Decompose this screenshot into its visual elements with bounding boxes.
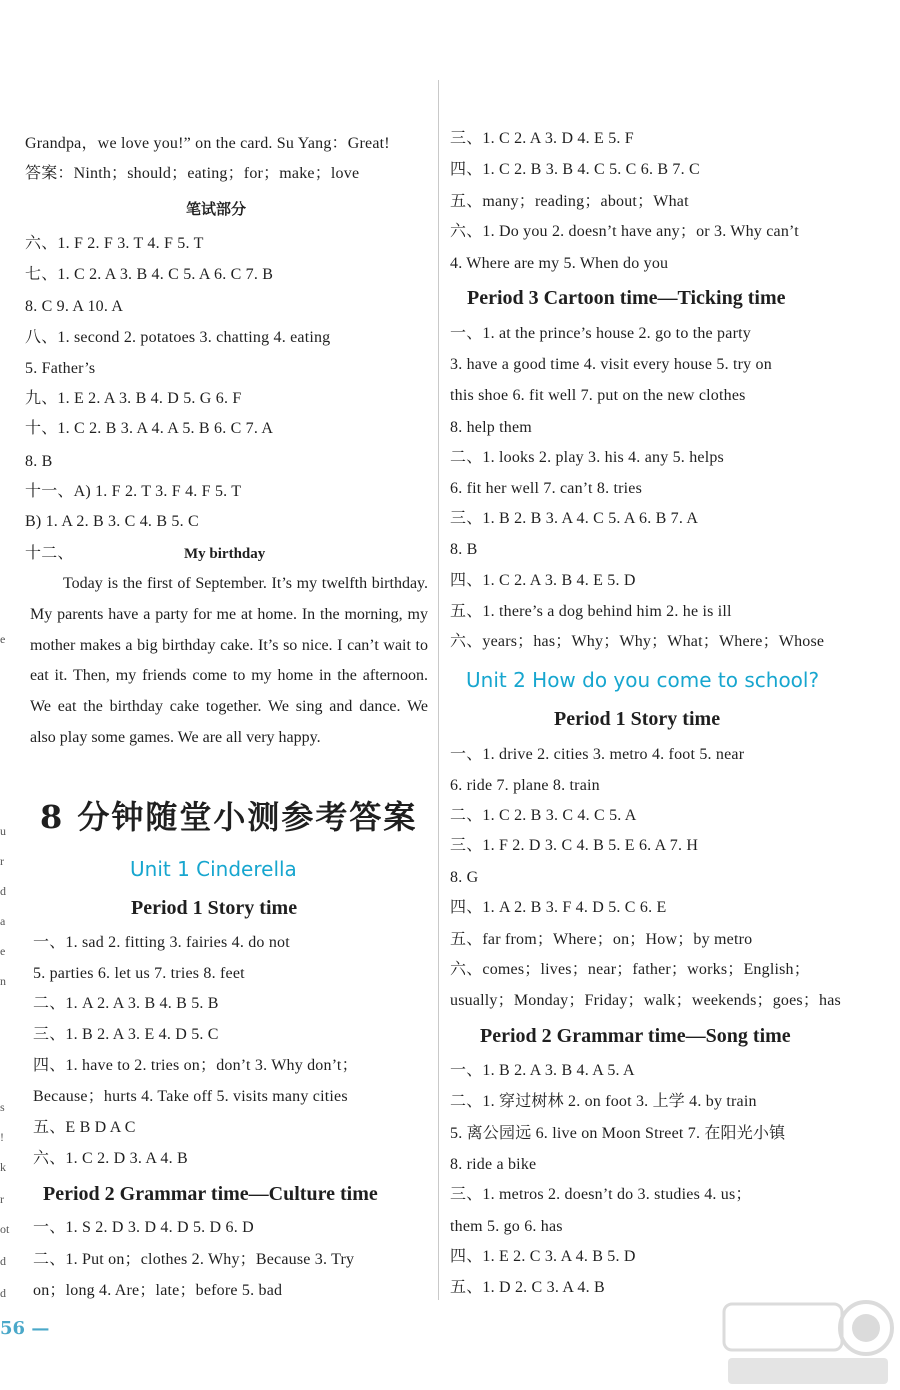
answer-line: 四、1. A 2. B 3. F 4. D 5. C 6. E: [450, 899, 667, 916]
period-title: Period 1 Story time: [131, 897, 298, 919]
answer-line: Because；hurts 4. Take off 5. visits many cities: [33, 1088, 348, 1105]
edge-letter: !: [0, 1130, 4, 1144]
answer-line: 五、many；reading；about；What: [450, 193, 689, 210]
answer-line: them 5. go 6. has: [450, 1218, 563, 1235]
essay-label: 十二、: [25, 545, 74, 562]
answer-line: 6. fit her well 7. can’t 8. tries: [450, 480, 643, 497]
answer-line: this shoe 6. fit well 7. put on the new clothes: [450, 387, 746, 404]
answer-line: 二、1. 穿过树林 2. on foot 3. 上学 4. by train: [450, 1093, 757, 1110]
answer-line: 二、1. looks 2. play 3. his 4. any 5. helps: [450, 449, 724, 466]
answer-line: 二、1. A 2. A 3. B 4. B 5. B: [33, 995, 219, 1012]
edge-letter: ot: [0, 1222, 10, 1236]
answer-line: 5. parties 6. let us 7. tries 8. feet: [33, 965, 245, 982]
answer-line: 6. ride 7. plane 8. train: [450, 777, 600, 794]
answer-line: 8. ride a bike: [450, 1156, 537, 1173]
period-title: Period 2 Grammar time—Culture time: [43, 1183, 378, 1205]
right-column: [444, 0, 900, 1390]
written-section-heading: 笔试部分: [186, 202, 247, 218]
answer-line: 三、1. B 2. B 3. A 4. C 5. A 6. B 7. A: [450, 510, 699, 527]
page-number: 56 —: [0, 1318, 50, 1339]
answer-line: 5. Father’s: [25, 360, 96, 377]
answer-line: 六、1. C 2. D 3. A 4. B: [33, 1150, 188, 1167]
answer-line: on；long 4. Are；late；before 5. bad: [33, 1282, 283, 1299]
answer-line: 四、1. C 2. A 3. B 4. E 5. D: [450, 572, 636, 589]
answer-line: 七、1. C 2. A 3. B 4. C 5. A 6. C 7. B: [25, 266, 274, 283]
answer-line: 答案：Ninth；should；eating；for；make；love: [25, 165, 360, 182]
answer-line: 二、1. C 2. B 3. C 4. C 5. A: [450, 807, 637, 824]
edge-letter: a: [0, 914, 6, 928]
period-title: Period 1 Story time: [554, 708, 721, 730]
answer-line: 六、years；has；Why；Why；What；Where；Whose: [450, 633, 825, 650]
answer-line: 八、1. second 2. potatoes 3. chatting 4. eating: [25, 329, 331, 346]
answer-line: 三、1. B 2. A 3. E 4. D 5. C: [33, 1026, 219, 1043]
answer-line: 十、1. C 2. B 3. A 4. A 5. B 6. C 7. A: [25, 420, 274, 437]
answer-line: 3. have a good time 4. visit every house 5. try on: [450, 356, 772, 373]
answer-line: 二、1. Put on；clothes 2. Why；Because 3. Try: [33, 1251, 355, 1268]
answer-line: 一、1. drive 2. cities 3. metro 4. foot 5. near: [450, 746, 745, 763]
answer-line: 六、1. Do you 2. doesn’t have any；or 3. Why can’t: [450, 223, 799, 240]
edge-letter: k: [0, 1160, 6, 1174]
answer-line: 8. B: [25, 453, 53, 470]
unit-title: Unit 2 How do you come to school?: [466, 668, 820, 692]
answer-line: 8. help them: [450, 419, 532, 436]
answer-line: 四、1. have to 2. tries on；don’t 3. Why don’t；: [33, 1057, 358, 1074]
edge-letter: u: [0, 824, 6, 838]
edge-letter: d: [0, 1286, 6, 1300]
answer-line: 三、1. C 2. A 3. D 4. E 5. F: [450, 130, 634, 147]
answer-line: B) 1. A 2. B 3. C 4. B 5. C: [25, 513, 199, 530]
answer-line: 三、1. metros 2. doesn’t do 3. studies 4. us；: [450, 1186, 752, 1203]
answer-line: usually；Monday；Friday；walk；weekends；goes；has: [450, 992, 841, 1009]
edge-letter: d: [0, 1254, 6, 1268]
answer-line: 四、1. C 2. B 3. B 4. C 5. C 6. B 7. C: [450, 161, 700, 178]
edge-letter: e: [0, 632, 6, 646]
essay-title: My birthday: [184, 546, 266, 562]
answer-line: 五、1. D 2. C 3. A 4. B: [450, 1279, 605, 1296]
answer-line: 8. B: [450, 541, 478, 558]
answer-line: 8. C 9. A 10. A: [25, 298, 124, 315]
period-title: Period 3 Cartoon time—Ticking time: [467, 287, 786, 309]
answer-line: 六、1. F 2. F 3. T 4. F 5. T: [25, 235, 204, 252]
edge-letter: e: [0, 944, 6, 958]
answer-line: 五、1. there’s a dog behind him 2. he is ill: [450, 603, 732, 620]
answer-line: 一、1. S 2. D 3. D 4. D 5. D 6. D: [33, 1219, 254, 1236]
edge-letter: n: [0, 974, 6, 988]
section-title: 8 分钟随堂小测参考答案: [40, 798, 418, 836]
essay-paragraph: Today is the first of September. It’s my twelfth birthday. My parents have a party for me at home. In the morning, my mother makes a big birthday cake. It’s so nice. I can’t wait to eat it. Then, my friends come to my home in the afternoon. We eat the birthday cake together. We sing and dance. We also play some games. We are all very happy.: [30, 575, 428, 746]
answer-line: 九、1. E 2. A 3. B 4. D 5. G 6. F: [25, 390, 242, 407]
answer-line: 四、1. E 2. C 3. A 4. B 5. D: [450, 1248, 636, 1265]
text-line: Grandpa，we love you!” on the card. Su Yang：Great!: [25, 135, 390, 152]
unit-title: Unit 1 Cinderella: [130, 857, 297, 881]
edge-letter: r: [0, 1192, 4, 1206]
answer-line: 五、far from；Where；on；How；by metro: [450, 931, 753, 948]
answer-line: 六、comes；lives；near；father；works；English；: [450, 961, 810, 978]
answer-line: 三、1. F 2. D 3. C 4. B 5. E 6. A 7. H: [450, 837, 699, 854]
answer-line: 一、1. sad 2. fitting 3. fairies 4. do not: [33, 934, 290, 951]
edge-letter: r: [0, 854, 4, 868]
watermark-logo: [718, 1296, 896, 1390]
answer-line: 4. Where are my 5. When do you: [450, 255, 669, 272]
answer-line: 一、1. B 2. A 3. B 4. A 5. A: [450, 1062, 635, 1079]
edge-letter: s: [0, 1100, 5, 1114]
answer-line: 五、E B D A C: [33, 1119, 136, 1136]
answer-line: 一、1. at the prince’s house 2. go to the party: [450, 325, 751, 342]
period-title: Period 2 Grammar time—Song time: [480, 1025, 791, 1047]
answer-line: 8. G: [450, 869, 479, 886]
answer-line: 十一、A) 1. F 2. T 3. F 4. F 5. T: [25, 483, 242, 500]
answer-line: 5. 离公园远 6. live on Moon Street 7. 在阳光小镇: [450, 1125, 786, 1142]
left-column: [0, 0, 440, 1390]
edge-letter: d: [0, 884, 6, 898]
